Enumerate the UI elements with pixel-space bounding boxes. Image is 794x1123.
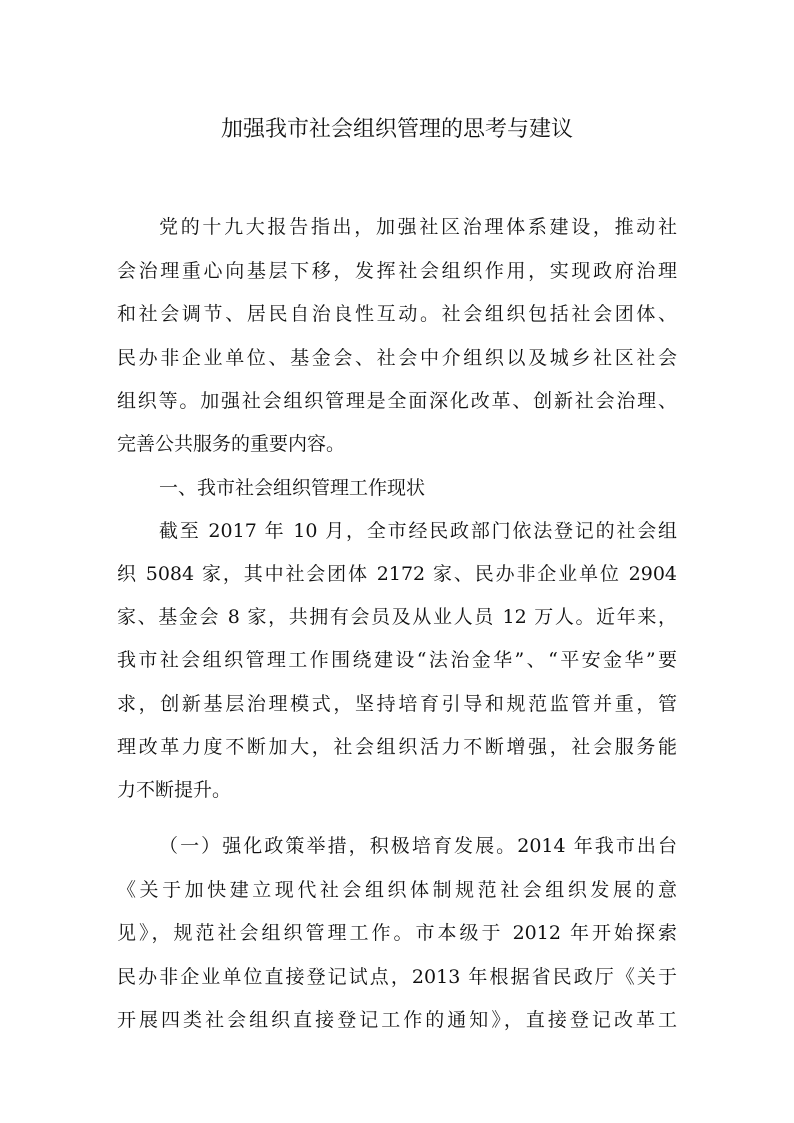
paragraph-2-line-1: 截至 2017 年 10 月，全市经民政部门依法登记的社会组	[159, 520, 677, 542]
paragraph-3-line-5: 开展四类社会组织直接登记工作的通知》，直接登记改革工	[117, 1009, 677, 1031]
paragraph-2-line-6: 理改革力度不断加大，社会组织活力不断增强，社会服务能	[117, 736, 677, 758]
paragraph-2-line-2: 织 5084 家，其中社会团体 2172 家、民办非企业单位 2904	[117, 563, 677, 585]
paragraph-1-line-2: 会治理重心向基层下移，发挥社会组织作用，实现政府治理	[117, 260, 677, 282]
document-title: 加强我市社会组织管理的思考与建议	[220, 117, 573, 142]
paragraph-2-line-3: 家、基金会 8 家，共拥有会员及从业人员 12 万人。近年来，	[117, 606, 677, 628]
paragraph-1-line-4: 民办非企业单位、基金会、社会中介组织以及城乡社区社会	[117, 347, 677, 369]
paragraph-1-line-5: 组织等。加强社会组织管理是全面深化改革、创新社会治理、	[117, 390, 677, 412]
paragraph-3-line-1: （一）强化政策举措，积极培育发展。2014 年我市出台	[159, 835, 677, 857]
paragraph-1-line-3: 和社会调节、居民自治良性互动。社会组织包括社会团体、	[117, 303, 677, 325]
paragraph-1-line-1: 党的十九大报告指出，加强社区治理体系建设，推动社	[159, 216, 677, 238]
paragraph-2-line-7: 力不断提升。	[117, 779, 232, 801]
paragraph-1-line-6: 完善公共服务的重要内容。	[117, 433, 346, 455]
paragraph-3-line-3: 见》，规范社会组织管理工作。市本级于 2012 年开始探索	[117, 922, 677, 944]
section-1-heading: 一、我市社会组织管理工作现状	[159, 477, 426, 499]
paragraph-3-line-4: 民办非企业单位直接登记试点，2013 年根据省民政厅《关于	[117, 966, 677, 988]
paragraph-3-line-2: 《关于加快建立现代社会组织体制规范社会组织发展的意	[117, 879, 677, 901]
paragraph-2-line-5: 求，创新基层治理模式，坚持培育引导和规范监管并重，管	[117, 693, 677, 715]
paragraph-2-line-4: 我市社会组织管理工作围绕建设“法治金华”、“平安金华”要	[117, 649, 677, 671]
